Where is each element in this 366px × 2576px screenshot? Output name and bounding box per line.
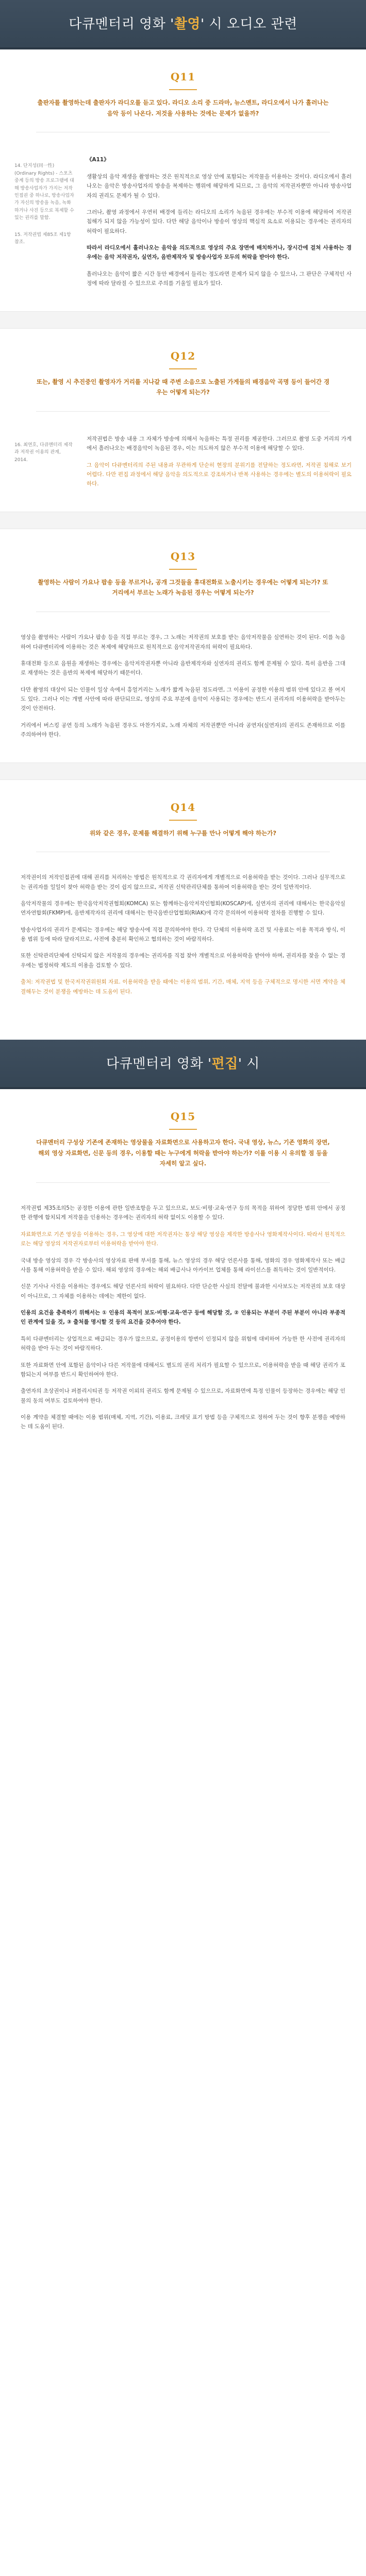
answer-paragraph: 방송사업자의 권리가 문제되는 경우에는 해당 방송사에 직접 문의하여야 한다. 각 단체의 이용허락 조건 및 사용료는 이용 목적과 방식, 이용 범위 등에 따라 달라지므로, 사전에 충분히 확인하고 협의하는 것이 바람직하다. <box>21 926 345 943</box>
answer-paragraph: 자료화면으로 기존 영상을 이용하는 경우, 그 영상에 대한 저작권자는 통상 해당 영상을 제작한 방송사나 영화제작사이다. 따라서 원칙적으로는 해당 영상의 저작권자로부터 이용허락을 받아야 한다. <box>21 1231 345 1247</box>
answer-label: 《A11》 <box>87 157 109 163</box>
answer-body-q13 <box>0 625 366 762</box>
answer-paragraph: 저작권이의 저작인접권에 대해 권리를 처리하는 방법은 원칙적으로 각 권리자에게 개별적으로 이용허락을 받는 것이다. 그러나 실무적으로는 권리자를 일일이 찾아 허락을 받는 것이 쉽지 않으므로, 저작권 신탁관리단체를 통하여 이용허락을 받는 것이 일반적이다. <box>21 874 345 890</box>
question-block-q13 <box>0 529 366 625</box>
answer-paragraph: 음악저작물의 경우에는 한국음악저작권협회(KOMCA) 또는 함께하는음악저작인협회(KOSCAP)에, 실연자의 권리에 대해서는 한국음악실연자연합회(FKMP)에, 음반제작자의 권리에 대해서는 한국음반산업협회(RIAK)에 각각 문의하여 이용허락 절차를 진행할 수 있다. <box>21 900 345 917</box>
section-separator <box>0 311 366 329</box>
answer-block-q11 <box>0 146 366 311</box>
answer-paragraph: 인용의 요건을 충족하기 위해서는 ① 인용의 목적이 보도·비평·교육·연구 등에 해당할 것, ② 인용되는 부분이 주된 부분이 아니라 부종적인 관계에 있을 것, ③ 출처를 명시할 것 등의 요건을 갖추어야 한다. <box>21 1310 345 1326</box>
question-text: 촬영하는 사람이 가요나 팝송 등을 부르거나, 공개 그것들을 휴대전화로 노출시키는 경우에는 어떻게 되는가? 또 거리에서 부르는 노래가 녹음된 경우는 어떻게 되는가? <box>38 578 328 597</box>
footnote-sidebar <box>14 155 75 295</box>
banner-title <box>106 1053 260 1076</box>
question-rule <box>169 368 197 369</box>
banner-title-suffix: ' 시 <box>238 1056 260 1072</box>
footnote: 15. 저작권법 제85조 제1항 참조. <box>14 232 71 245</box>
answer-paragraph: 출연자의 초상권이나 퍼블리시티권 등 저작권 이외의 권리도 함께 문제될 수 있으므로, 자료화면에 특정 인물이 등장하는 경우에는 해당 인물의 동의 여부도 검토하여야 한다. <box>21 1388 345 1404</box>
banner-title-prefix: 다큐멘터리 영화 ' <box>69 16 174 32</box>
answer-paragraph: 그 음악이 다큐멘터리의 주된 내용과 무관하게 단순히 현장의 분위기를 전달하는 정도라면, 저작권 침해로 보기 어렵다. 다만 편집 과정에서 해당 음악을 의도적으로 강조하거나 반복 사용하는 경우에는 별도의 이용허락이 필요하다. <box>87 462 352 487</box>
banner-title-suffix: ' 시 오디오 관련 <box>201 16 297 32</box>
section-banner-editing <box>0 1040 366 1089</box>
answer-paragraph: 또한 자료화면 안에 포함된 음악이나 다른 저작물에 대해서도 별도의 권리 처리가 필요할 수 있으므로, 이용허락을 받을 때 해당 권리가 포함되는지 여부를 반드시 확인하여야 한다. <box>21 1362 345 1378</box>
banner-title-prefix: 다큐멘터리 영화 ' <box>106 1056 212 1072</box>
answer-paragraph: 생활상의 음악 재생을 촬영하는 것은 원칙적으로 영상 안에 포함되는 저작물을 이용하는 것이다. 라디오에서 흘러나오는 음악은 방송사업자의 방송을 복제하는 행위에 해당하게 되므로, 그 음악의 저작권자뿐만 아니라 방송사업자의 권리도 문제가 될 수 있다. <box>87 173 352 199</box>
footnote: 14. 단지성(同一性)(Ordinary Rights) - 스포츠중계 등의 방송 프로그램에 대해 방송사업자가 가지는 저작인접권 중 하나로, 방송사업자가 자신의 방송을 녹음, 녹화하거나 사진 등으로 복제할 수 있는 권리를 말함. <box>14 163 74 221</box>
answer-paragraph: 영상을 촬영하는 사람이 가요나 팝송 등을 직접 부르는 경우, 그 노래는 저작권의 보호를 받는 음악저작물을 실연하는 것이 된다. 이를 녹음하여 다큐멘터리에 이용하는 것은 복제에 해당하므로 원칙적으로 음악저작권자의 허락이 필요하다. <box>21 634 345 650</box>
banner-title <box>69 13 297 37</box>
question-text: 다큐멘터리 구성상 기존에 존재하는 영상물을 자료화면으로 사용하고자 한다. 국내 영상, 뉴스, 기존 영화의 장면, 해외 영상 자료화면, 신문 등의 경우, 이용할 때는 누구에게 허락을 받아야 하는가? 이를 이용 시 유의할 점 등을 자세히 알고 싶다. <box>36 1138 330 1167</box>
question-block-q12 <box>0 329 366 425</box>
question-rule <box>169 89 197 90</box>
answer-paragraph: 국내 방송 영상의 경우 각 방송사의 영상자료 판매 부서를 통해, 뉴스 영상의 경우 해당 언론사를 통해, 영화의 경우 영화제작사 또는 배급사를 통해 이용허락을 받을 수 있다. 해외 영상의 경우에는 해외 배급사나 아카이브 업체를 통해 라이선스를 취득하는 것이 일반적이다. <box>21 1257 345 1273</box>
answer-body <box>87 155 352 295</box>
spacer <box>0 1019 366 1040</box>
section-separator <box>0 512 366 529</box>
question-text: 출판자를 촬영하는데 출판자가 라디오를 듣고 있다. 라디오 소리 중 드라마, 뉴스멘트, 라디오에서 나가 흘러나는 음악 등이 나온다. 저것을 사용하는 것에는 문제가 없을까? <box>37 99 329 117</box>
divider <box>36 411 330 412</box>
question-block-q11 <box>0 49 366 146</box>
question-block-q14 <box>0 780 366 866</box>
answer-paragraph: 다만 촬영의 대상이 되는 인물이 일상 속에서 흥얼거리는 노래가 짧게 녹음된 정도라면, 그 이용이 공정한 이용의 범위 안에 있다고 볼 여지도 있다. 그러나 이는 개별 사안에 따라 판단되므로, 영상의 주요 부분에 음악이 사용되는 경우에는 반드시 권리자의 이용허락을 받아두는 것이 안전하다. <box>21 686 345 712</box>
question-number: Q11 <box>170 71 196 83</box>
answer-body-q14 <box>0 866 366 1019</box>
question-rule <box>169 569 197 570</box>
question-text: 또는, 촬영 시 추진중인 촬영자가 거리를 지나갈 때 주변 소음으로 노출된 가게들의 배경음악 곡명 등이 들어간 경우는 어떻게 되는가? <box>36 378 330 396</box>
answer-paragraph: 출처: 저작권법 및 한국저작권위원회 자료. 이용허락을 받을 때에는 이용의 범위, 기간, 매체, 지역 등을 구체적으로 명시한 서면 계약을 체결해두는 것이 분쟁을 예방하는 데 도움이 된다. <box>21 979 345 995</box>
question-number: Q15 <box>170 1110 196 1123</box>
answer-paragraph: 그러나, 촬영 과정에서 우연히 배경에 들리는 라디오의 소리가 녹음된 경우에는 부수적 이용에 해당하여 저작권 침해가 되지 않을 가능성이 있다. 다만 해당 음악이나 방송이 영상의 핵심적 요소로 이용되는 경우에는 권리자의 허락이 필요하다. <box>87 209 352 234</box>
answer-body <box>87 434 352 496</box>
question-text: 위와 같은 경우, 문제를 해결하기 위해 누구를 만나 어떻게 해야 하는가? <box>89 829 277 837</box>
banner-title-highlight: 편집 <box>211 1056 238 1072</box>
footnote: 16. 최연호, 다큐멘터리 제작과 저작권 이용의 관계, 2014. <box>14 442 73 463</box>
answer-paragraph: 흘러나오는 음악이 짧은 시간 동안 배경에서 들리는 정도라면 문제가 되지 않을 수 있으나, 그 판단은 구체적인 사정에 따라 달라질 수 있으므로 주의를 기울일 필요가 있다. <box>87 270 352 287</box>
section-banner-shooting <box>0 0 366 49</box>
footnote-sidebar <box>14 434 75 496</box>
banner-title-highlight: 촬영 <box>174 16 201 32</box>
divider <box>36 1182 330 1183</box>
answer-body-q15 <box>0 1196 366 1454</box>
question-number: Q14 <box>170 801 196 814</box>
answer-paragraph: 저작권법은 방송 내용 그 자체가 방송에 의해서 녹음하는 특정 권리를 제공한다. 그러므로 촬영 도중 거리의 가게에서 흘러나오는 배경음악이 녹음된 경우, 이는 의도하지 않은 부수적 이용에 해당할 수 있다. <box>87 435 352 452</box>
answer-paragraph: 또한 신탁관리단체에 신탁되지 않은 저작물의 경우에는 권리자를 직접 찾아 개별적으로 이용허락을 받아야 하며, 권리자를 찾을 수 없는 경우에는 법정허락 제도의 이용을 검토할 수 있다. <box>21 953 345 969</box>
answer-paragraph: 신문 기사나 사진을 이용하는 경우에도 해당 언론사의 허락이 필요하다. 다만 단순한 사실의 전달에 불과한 시사보도는 저작권의 보호 대상이 아니므로, 그 자체를 이용하는 데에는 제한이 없다. <box>21 1283 345 1299</box>
answer-paragraph: 특히 다큐멘터리는 상업적으로 배급되는 경우가 많으므로, 공정이용의 항변이 인정되지 않을 위험에 대비하여 가능한 한 사전에 권리자의 허락을 받아 두는 것이 바람직하다. <box>21 1335 345 1352</box>
answer-paragraph: 따라서 라디오에서 흘러나오는 음악을 의도적으로 영상의 주요 장면에 배치하거나, 장시간에 걸쳐 사용하는 경우에는 음악 저작권자, 실연자, 음반제작자 및 방송사업자 모두의 허락을 받아야 한다. <box>87 245 352 261</box>
section-separator <box>0 762 366 780</box>
question-rule <box>169 1129 197 1130</box>
question-rule <box>169 820 197 821</box>
answer-paragraph: 저작권법 제35조의5는 공정한 이용에 관한 일반조항을 두고 있으므로, 보도·비평·교육·연구 등의 목적을 위하여 정당한 범위 안에서 공정한 관행에 합치되게 저작물을 인용하는 경우에는 권리자의 허락 없이도 이용할 수 있다. <box>21 1205 345 1221</box>
answer-paragraph: 휴대전화 등으로 음원을 재생하는 경우에는 음악저작권자뿐 아니라 음반제작자와 실연자의 권리도 함께 문제될 수 있다. 특히 음반을 그대로 재생하는 것은 음반의 복제에 해당하기 때문이다. <box>21 660 345 676</box>
answer-paragraph: 거리에서 버스킹 공연 등의 노래가 녹음된 경우도 마찬가지로, 노래 자체의 저작권뿐만 아니라 공연자(실연자)의 권리도 존재하므로 이를 주의하여야 한다. <box>21 722 345 738</box>
question-block-q15 <box>0 1089 366 1196</box>
answer-paragraph: 이용 계약을 체결할 때에는 이용 범위(매체, 지역, 기간), 이용료, 크레딧 표기 방법 등을 구체적으로 정하여 두는 것이 향후 분쟁을 예방하는 데 도움이 된다. <box>21 1414 345 1430</box>
question-number: Q13 <box>170 550 196 563</box>
question-number: Q12 <box>170 349 196 362</box>
answer-block-q12 <box>0 425 366 512</box>
